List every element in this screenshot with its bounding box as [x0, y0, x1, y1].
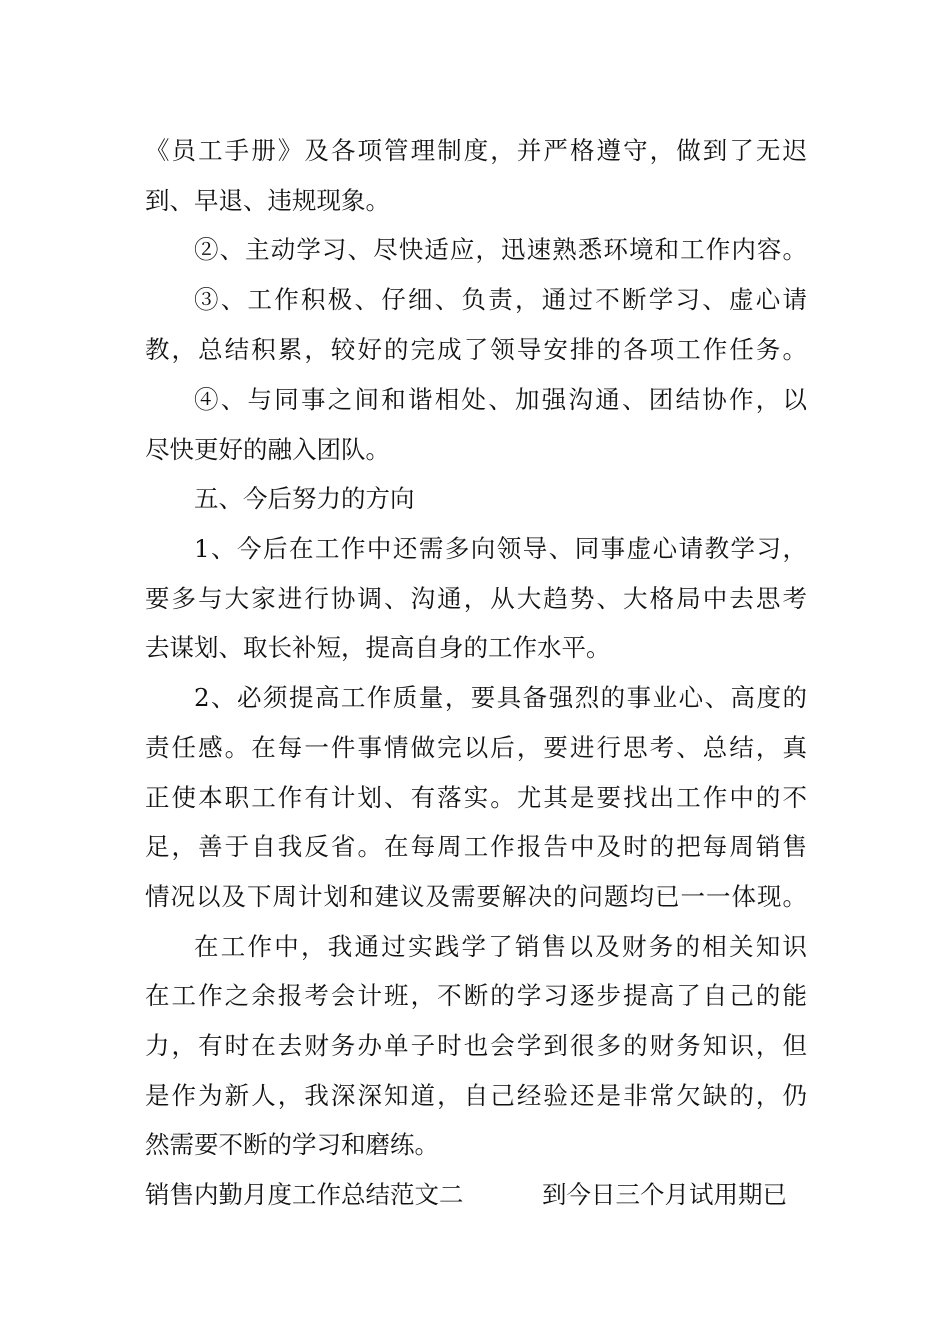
paragraph-line: 在工作中，我通过实践学了销售以及财务的相关知识 — [194, 932, 807, 961]
paragraph-line: 是作为新人，我深深知道，自己经验还是非常欠缺的，仍 — [145, 1081, 807, 1110]
paragraph-line: 教，总结积累，较好的完成了领导安排的各项工作任务。 — [145, 335, 807, 364]
paragraph-line: 正使本职工作有计划、有落实。尤其是要找出工作中的不 — [145, 783, 807, 812]
paragraph-line: 然需要不断的学习和磨练。 — [145, 1130, 439, 1159]
paragraph-line: ④、与同事之间和谐相处、加强沟通、团结协作，以 — [194, 385, 807, 414]
paragraph-line: 1、今后在工作中还需多向领导、同事虚心请教学习， — [194, 534, 807, 563]
section-heading: 五、今后努力的方向 — [194, 484, 415, 513]
paragraph-line: 要多与大家进行协调、沟通，从大趋势、大格局中去思考 — [145, 584, 807, 613]
paragraph-line: 2、必须提高工作质量，要具备强烈的事业心、高度的 — [194, 683, 807, 712]
article-title: 销售内勤月度工作总结范文二 — [145, 1180, 464, 1209]
paragraph-line: ③、工作积极、仔细、负责，通过不断学习、虚心请 — [194, 285, 807, 314]
paragraph-line: 尽快更好的融入团队。 — [145, 435, 390, 464]
paragraph-line: 责任感。在每一件事情做完以后，要进行思考、总结，真 — [145, 733, 807, 762]
paragraph-line: 力，有时在去财务办单子时也会学到很多的财务知识，但 — [145, 1031, 807, 1060]
paragraph-line: 足，善于自我反省。在每周工作报告中及时的把每周销售 — [145, 832, 807, 861]
paragraph-line: 《员工手册》及各项管理制度，并严格遵守，做到了无迟 — [145, 136, 807, 165]
paragraph-line: 情况以及下周计划和建议及需要解决的问题均已一一体现。 — [145, 882, 807, 911]
paragraph-line: 在工作之余报考会计班，不断的学习逐步提高了自己的能 — [145, 981, 807, 1010]
final-line — [145, 1179, 807, 1211]
paragraph-line: 到、早退、违规现象。 — [145, 186, 390, 215]
continuation-text: 到今日三个月试用期已 — [542, 1180, 787, 1209]
paragraph-line: ②、主动学习、尽快适应，迅速熟悉环境和工作内容。 — [194, 235, 807, 264]
paragraph-line: 去谋划、取长补短，提高自身的工作水平。 — [145, 633, 611, 662]
